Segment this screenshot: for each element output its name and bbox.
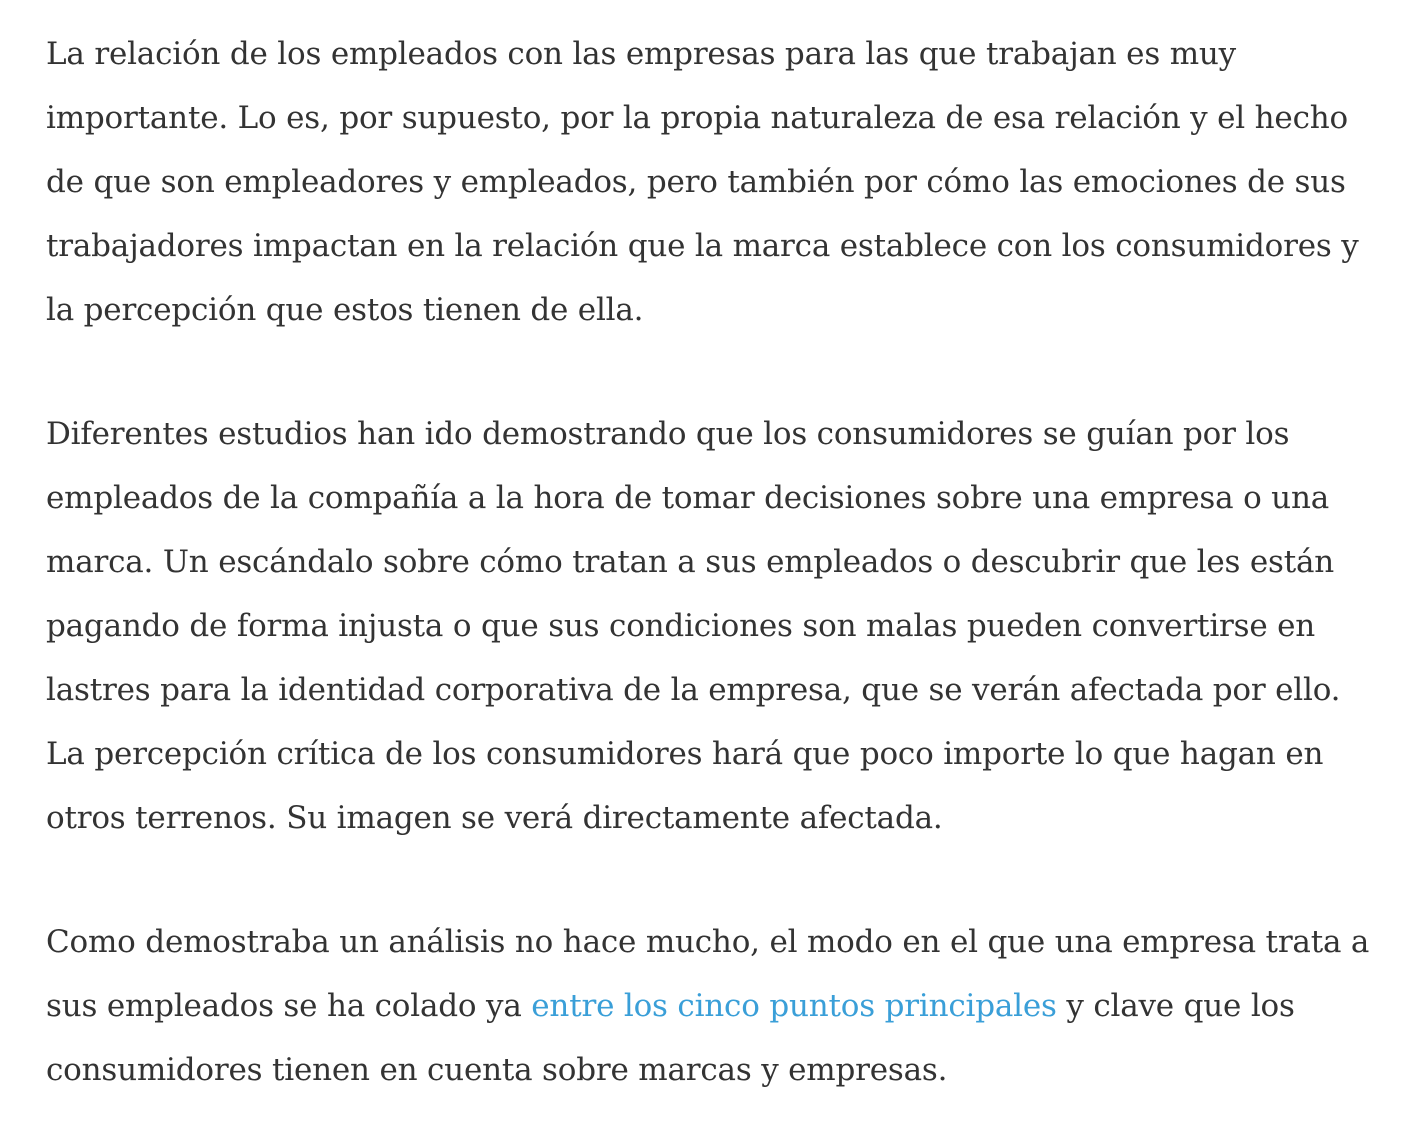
paragraph-analysis-text-start: Como demostraba un análisis no hace mucho, el modo en el que una empresa trata a sus empleados se ha colado ya (46, 924, 1370, 1024)
paragraph-employee-relationship: La relación de los empleados con las empresas para las que trabajan es muy importante. Lo es, por supuesto, por la propia naturaleza de esa relación y el hecho de que son empleadores y empleados, pero también por cómo las emociones de sus trabajadores impactan en la relación que la marca establece con los consumidores y la percepción que estos tienen de ella. (46, 36, 1359, 328)
paragraph-consumer-studies: Diferentes estudios han ido demostrando que los consumidores se guían por los empleados de la compañía a la hora de tomar decisiones sobre una empresa o una marca. Un escándalo sobre cómo tratan a sus empleados o descubrir que les están pagando de forma injusta o que sus condiciones son malas pueden convertirse en lastres para la identidad corporativa de la empresa, que se verán afectada por ello. La percepción crítica de los consumidores hará que poco importe lo que hagan en otros terrenos. Su imagen se verá directamente afectada. (46, 416, 1341, 836)
five-main-points-link[interactable]: entre los cinco puntos principales (531, 988, 1057, 1024)
paragraph-analysis-text-end: y clave que los consumidores tienen en cuenta sobre marcas y empresas. (46, 988, 1295, 1088)
paragraph-analysis (46, 910, 1386, 1102)
article-body (46, 22, 1386, 1102)
